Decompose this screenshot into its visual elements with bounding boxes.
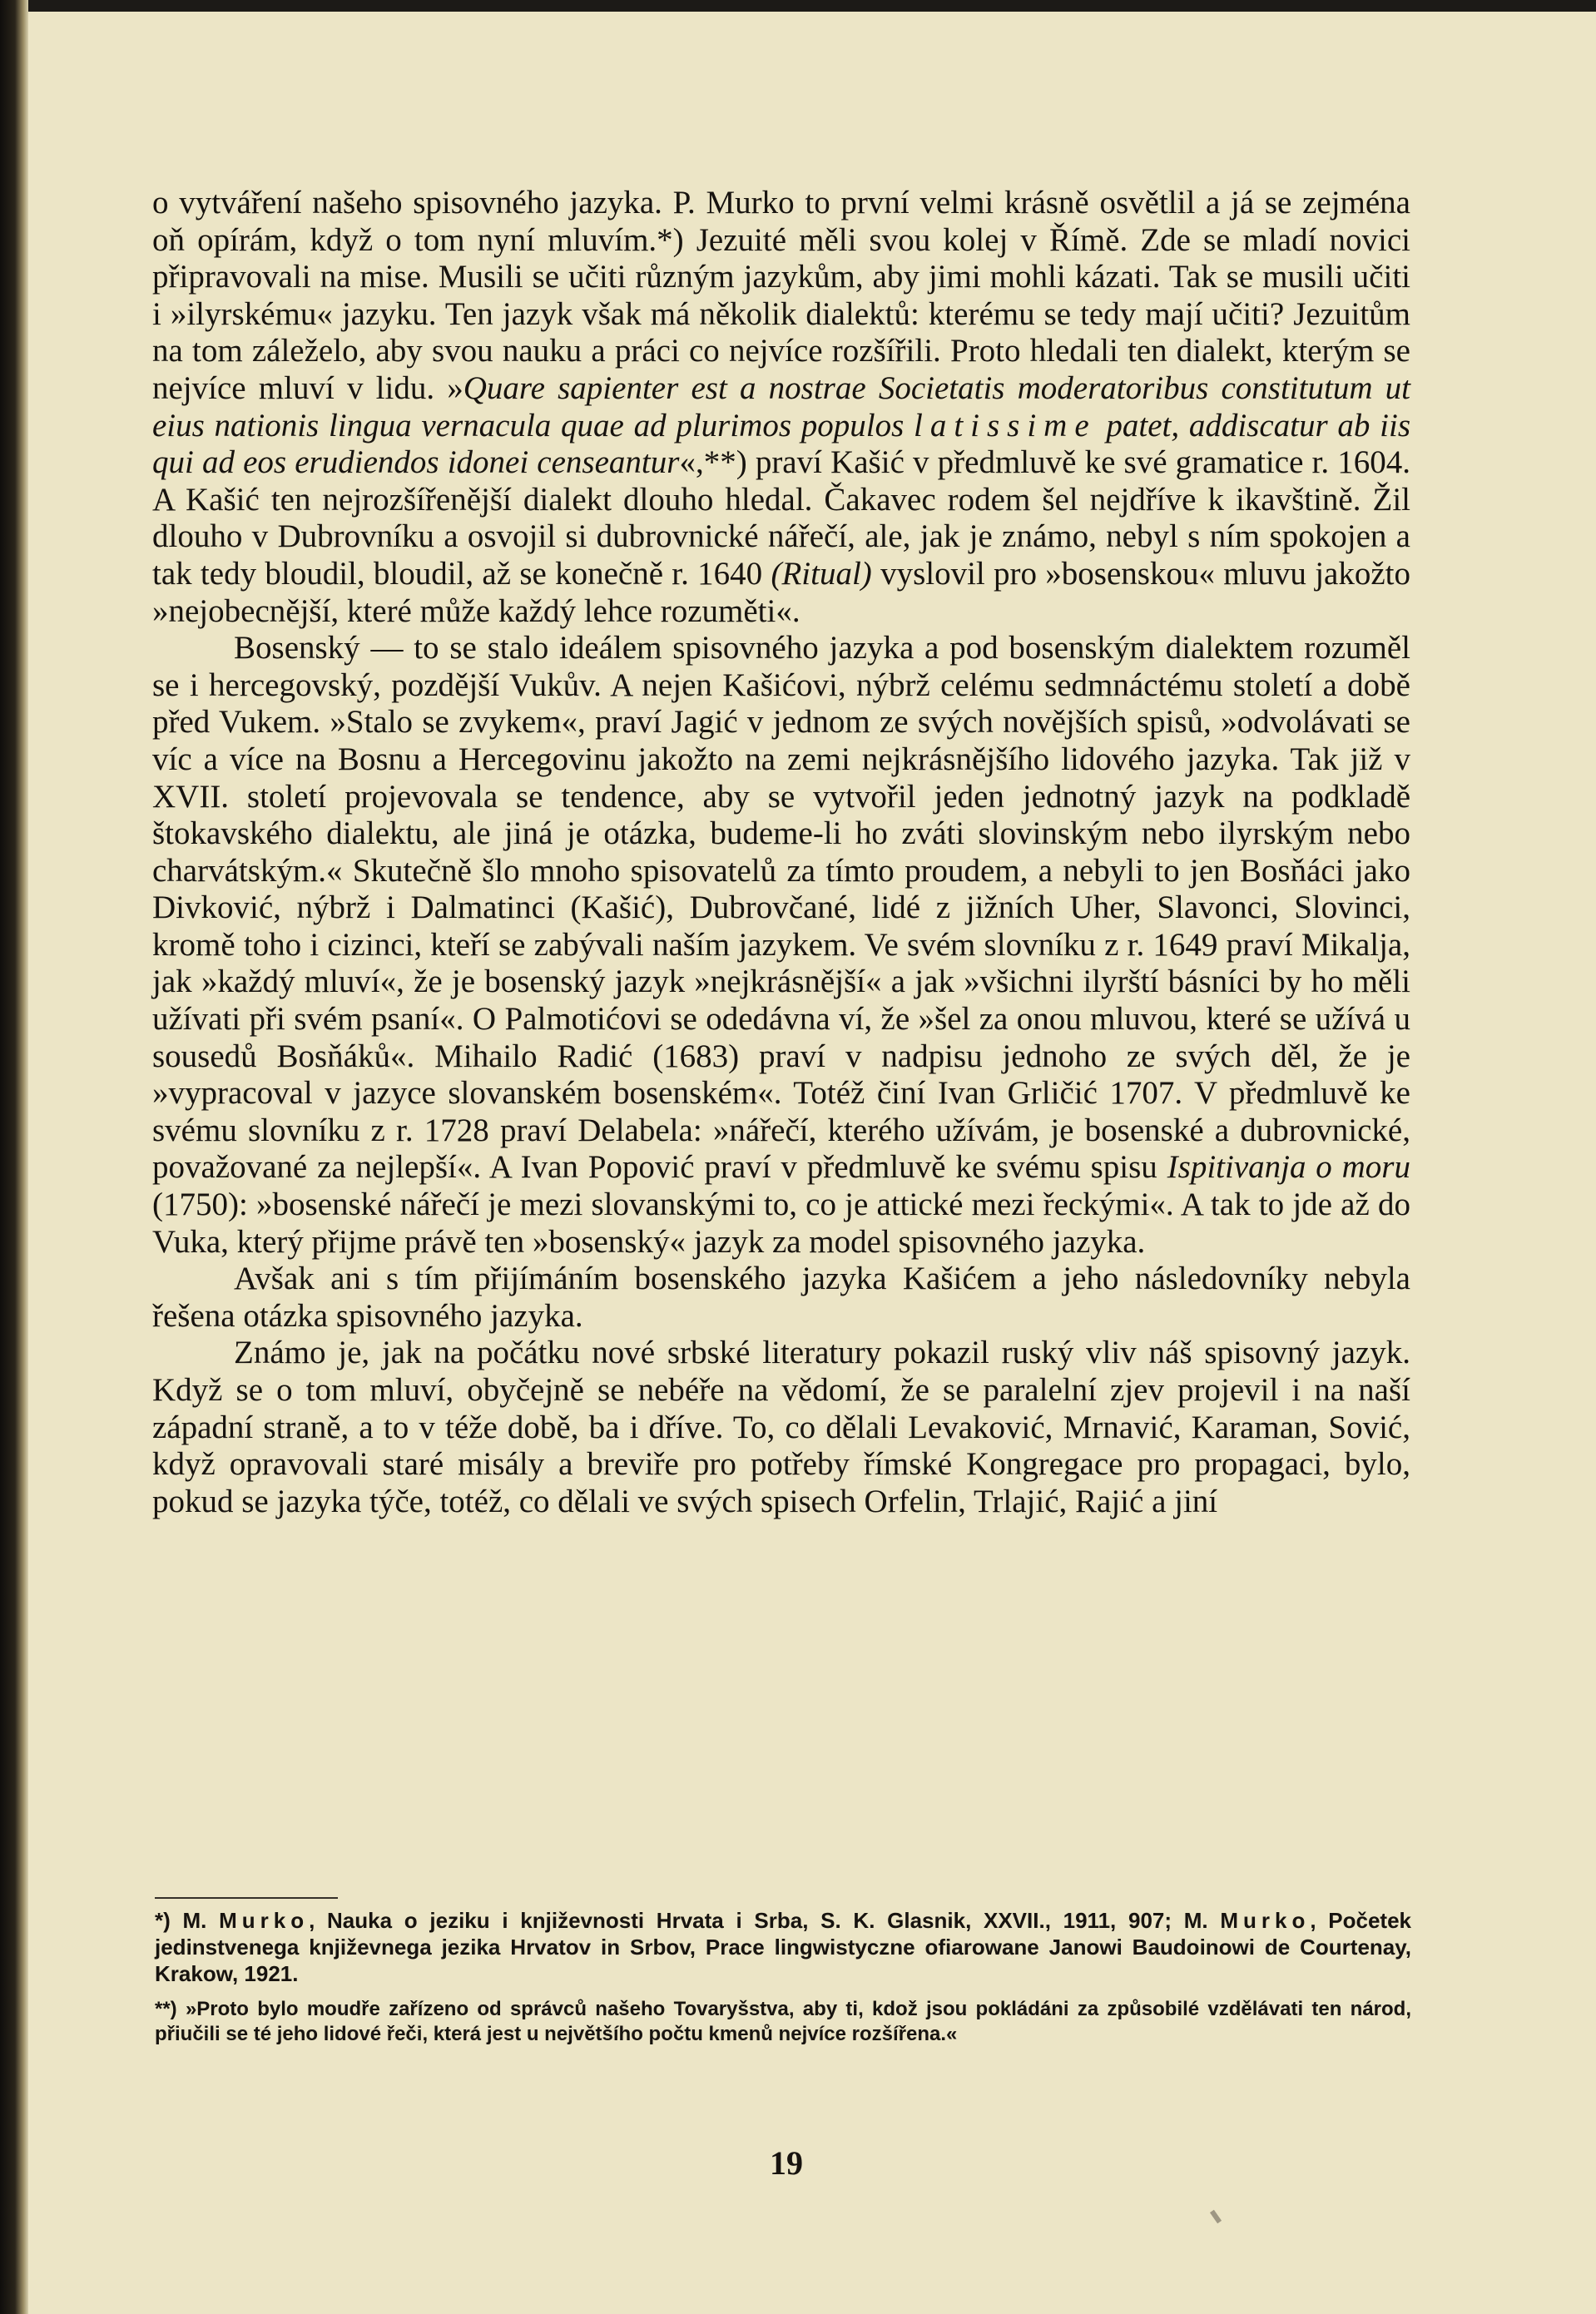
footnote-1 — [155, 1907, 1411, 1987]
ritual-title: (Ritual) — [771, 555, 872, 592]
footnote-1-text: , Nauka o jeziku i književnosti Hrvata i Srba, S. K. Glasnik, XXVII., 1911, 907; M. — [309, 1908, 1221, 1933]
scan-binding-edge — [0, 0, 28, 2314]
latin-quote: Quare sapienter est a nostrae Societatis moderatoribus constitutum ut eius nationis lingua vernacula quae ad plurimos populos — [152, 369, 1410, 443]
footnote-1-author-2: Murko — [1220, 1908, 1311, 1933]
paragraph-1-text-a: o vytváření našeho spisovného jazyka. P. Murko to první velmi krásně osvětlil a já se zejména oň opírám, když o tom nyní mluvím.*) Jezuité měli svou kolej v Římě. Zde se mladí novici připravovali na mise. Musili se učiti různým jazykům, aby jimi mohli kázati. Tak se musili učiti i »ilyrskému« jazyku. Ten jazyk však má několik dialektů: kterému se tedy mají učiti? Jezuitům na tom záleželo, aby svou nauku a práci co nejvíce rozšířili. Proto hledali ten dialekt, kterým se nejvíce mluví v lidu. » — [152, 185, 1410, 406]
footnotes — [155, 1907, 1411, 2057]
paragraph-1-text-c: vyslovil pro »bosenskou« mluvu jakožto »nejobecnější, které může každý lehce rozuměti«. — [152, 555, 1410, 629]
paragraph-2-end: (1750): »bosenské nářečí je mezi slovanskými to, co je attické mezi řeckými«. A tak to jde až do Vuka, který přijme právě ten »bosenský« jazyk za model spisovného jazyka. — [152, 1187, 1410, 1260]
main-text — [152, 185, 1410, 1520]
paragraph-2 — [152, 630, 1410, 1261]
latin-quote-spaced-word: latissime — [913, 407, 1097, 443]
footnote-2: **) »Proto bylo moudře zařízeno od správců našeho Tovaryšstva, aby ti, kdož jsou pokládáni za způsobilé vzdělávati ten národ, přiučili se té jeho lidové řeči, která jest u největšího počtu kmenů nejvíce rozšířena.« — [155, 1998, 1411, 2045]
book-title: Ispitivanja o moru — [1167, 1149, 1410, 1186]
scan-top-edge — [0, 0, 1596, 12]
paragraph-1 — [152, 185, 1410, 630]
footnote-divider — [155, 1897, 338, 1899]
latin-quote-end: patet, addiscatur ab iis qui ad eos erudiendos idonei censeantur — [152, 407, 1410, 481]
footnote-1-marker: *) M. — [155, 1908, 220, 1933]
footnote-1-end: , Početek jedinstvenega književnega jezika Hrvatov in Srbov, Prace lingwistyczne ofiarowane Janowi Baudoinowi de Courtenay, Krakow, 1921. — [155, 1908, 1412, 1986]
footnote-1-author: Murko — [219, 1908, 310, 1933]
paragraph-3: Avšak ani s tím přijímáním bosenského jazyka Kašićem a jeho následovníky nebyla řešena otázka spisovného jazyka. — [152, 1261, 1410, 1334]
paragraph-4: Známo je, jak na počátku nové srbské literatury pokazil ruský vliv náš spisovný jazyk. Když se o tom mluví, obyčejně se nebéře na vědomí, že se paralelní zjev projevil i na naší západní straně, a to v téže době, ba i dříve. To, co dělali Levaković, Mrnavić, Karaman, Sović, když opravovali staré misály a breviře pro potřeby římské Kongregace pro propagaci, bylo, pokud se jazyka týče, totéž, co dělali ve svých spisech Orfelin, Trlajić, Rajić a jiní — [152, 1335, 1410, 1519]
scan-speck — [1210, 2210, 1222, 2224]
page-number: 19 — [770, 2144, 803, 2182]
paragraph-1-text-b: «,**) praví Kašić v předmluvě ke své gramatice r. 1604. A Kašić ten nejrozšířenější dialekt dlouho hledal. Čakavec rodem šel nejdříve k ikavštině. Žil dlouho v Dubrovníku a osvojil si dubrovnické nářečí, ale, jak je známo, nebyl s ním spokojen a tak tedy bloudil, bloudil, až se konečně r. 1640 — [152, 444, 1411, 592]
paragraph-2-text: Bosenský — to se stalo ideálem spisovného jazyka a pod bosenským dialektem rozuměl se i hercegovský, pozdější Vukův. A nejen Kašićovi, nýbrž celému sedmnáctému století a době před Vukem. »Stalo se zvykem«, praví Jagić v jednom ze svých novějších spisů, »odvolávati se víc a více na Bosnu a Hercegovinu jakožto na zemi nejkrásnějšího lidového jazyka. Tak již v XVII. století projevovala se tendence, aby se vytvořil jeden jednotný jazyk na podkladě štokavského dialektu, ale jiná je otázka, budeme-li ho zváti slovinským nebo ilyrským nebo charvátským.« Skutečně šlo mnoho spisovatelů za tímto proudem, a nebyli to jen Bosňáci jako Divković, nýbrž i Dalmatinci (Kašić), Dubrovčané, lidé z jižních Uher, Slavonci, Slovinci, kromě toho i cizinci, kteří se zabývali naším jazykem. Ve svém slovníku z r. 1649 praví Mikalja, jak »každý mluví«, že je bosenský jazyk »nejkrásnější« a jak »všichni ilyrští básníci by ho měli užívati při svém psaní«. O Palmotićovi se odedávna ví, že »šel za onou mluvou, které se užívá u sousedů Bosňáků«. Mihailo Radić (1683) praví v nadpisu jednoho ze svých děl, že je »vypracoval v jazyce slovanském bosenském«. Totéž činí Ivan Grličić 1707. V předmluvě ke svému slovníku z r. 1728 praví Delabela: »nářečí, kterého užívám, je bosenské a dubrovnické, považované za nejlepší«. A Ivan Popović praví v předmluvě ke svému spisu — [152, 630, 1410, 1186]
